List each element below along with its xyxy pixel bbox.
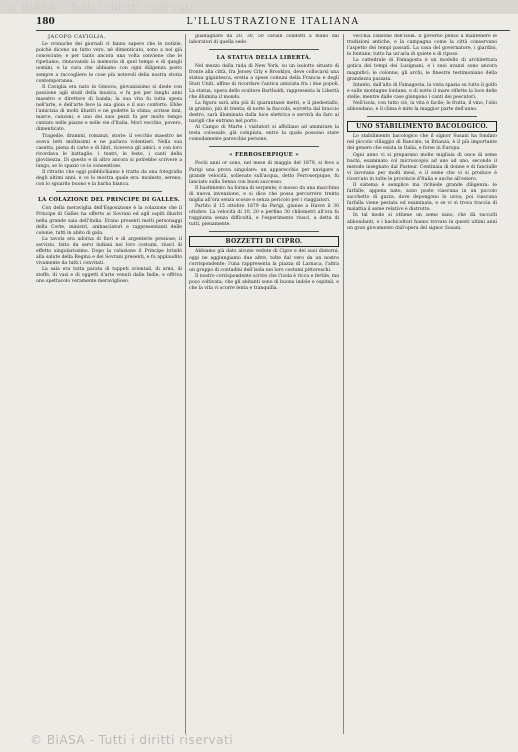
paragraph: Nel mezzo della rada di New York, su un isolotto situato di fronte alla città, fra Jersey City e Brooklyn, deve collocarsi una statua gigantesca, eretta a spese comuni della Francia e degli Stati Uniti, affine di ricordare l'antica amicizia fra i due popoli. La statua, opera dello scultore Bartholdi, rappresenta la Libertà che illumina il mondo. xyxy=(189,64,339,100)
column-1 xyxy=(36,34,182,734)
paragraph: In tal modo si ottiene un seme sano, che dà raccolti abbondanti, e i bachicoltori hanno trovato in questi ultimi anni un gran giovamento dall'opera del signor Susani. xyxy=(347,213,497,231)
article-author: JACOPO CAVIGLIA. xyxy=(48,34,106,40)
paragraph: Partito il 15 ottobre 1879 da Parigi, giunse a Havre il 30 ottobre. La velocità di 10, 20 e perfino 30 chilometri all'ora fu raggiunta senza difficoltà, e l'esperimento riuscì, a detta di tutti, pienamente. xyxy=(189,204,339,228)
page-number: 180 xyxy=(36,17,55,27)
paragraph: La sala era tutta parata di tappeti orientali, di armi, di stoffe, di vasi e di oggetti d'arte venuti dalle Indie, e offriva uno spettacolo veramente meraviglioso. xyxy=(36,267,182,285)
paragraph: Pochi anni or sono, nel mese di maggio del 1879, si fece a Parigi una prova singolare: un apparecchio per navigare a grande velocità, sollevato sull'acqua, detto Ferroserpique, fu lanciato sulla Senna con buon successo. xyxy=(189,161,339,185)
column-rule-1 xyxy=(185,34,186,734)
paragraph: Al Campo di Marte i visitatori si affollano ad ammirare la testa colossale, già compiuta, entro la quale possono stare comodamente parecchie persone. xyxy=(189,125,339,143)
paragraph: Il bastimento ha forma di serpente; è mosso da una macchina di nuova invenzione, e si dice che possa percorrere trenta miglia all'ora senza scosse e senza pericolo per i viaggiatori. xyxy=(189,185,339,203)
paragraph: Intanto, dall'alto di Famagosta, la vista spazia su tutto il golfo e sulle montagne lontane, e di notte il mare riflette la luce delle stelle, mentre dalle case giungono i canti dei pescatori. xyxy=(347,82,497,100)
paragraph: La figura sarà alta più di quarantasei metri, e il piedestallo, in granito, più di trenta; di notte la fiaccola, sorretta dal braccio destro, sarà illuminata dalla luce elettrica e servirà da faro ai navigli che entrano nel porto. xyxy=(189,100,339,125)
watermark-bottom: © BiASA - Tutti i diritti riservati xyxy=(30,733,234,747)
column-3 xyxy=(347,34,497,734)
paragraph: Tragedie, drammi, romanzi, storie: il vecchio maestro ne aveva letti moltissimi e ne parlava volentieri. Nella sua casetta, piena di carte e di libri, riceveva gli amici, e con loro ricordava le battaglie, i teatri, le feste, i canti della giovinezza. Di questo e di altro ancora si potrebbe scrivere a lungo, se lo spazio ce lo consentisse. xyxy=(36,133,182,169)
article-heading: LA STATUA DELLA LIBERTÀ. xyxy=(216,55,312,62)
column-2 xyxy=(189,34,339,734)
paragraph: Nell'isola, con tutto ciò, la vita è facile; le frutta, il vino, l'olio abbondano, e il clima è mite la maggior parte dell'anno. xyxy=(347,101,497,113)
paragraph: Le cronache dei giornali ci fanno sapere che le notizie, poichè dicono un fatto vero, nè dimenticato, sono a noi già conosciute; e per tanto ancora una volta conviene che le ripetiamo, rinnovando la memoria di quel tempo e di quegli uomini, e la cura che abbiamo con ogni diligenza posto sempre a raccogliere le cose più notevoli della nostra storia contemporanea. xyxy=(36,42,182,84)
section-divider xyxy=(56,191,162,192)
watermark-top: © BiASA - Tutti i diritti riservati xyxy=(6,1,194,14)
paragraph: La cattedrale di Famagosta è un modello di architettura gotica dei tempi dei Lusignani, e i suoi avanzi sono ancora magnifici; le colonne, gli archi, le finestre testimoniano della grandezza passata. xyxy=(347,58,497,82)
paragraph: Il Caviglia era nato in Genova; giovanissimo si diede con passione agli studi della musica, e fu poi per lunghi anni maestro e direttore di banda; la sua vita fu tutta spesa nell'arte, e dell'arte fece la sua gioia e il suo conforto. Ebbe l'amicizia di molti illustri e ne godette la stima; scrisse inni, marce, canzoni, e uno dei suoi pezzi fu per molto tempo cantato nelle piazze e nelle vie d'Italia. Morì vecchio, povero, dimenticato. xyxy=(36,84,182,133)
paragraph: Il ritratto che oggi pubblichiamo è tratto da una fotografia degli ultimi anni, e ce lo mostra quale era: modesto, sereno, con lo sguardo buono e la barba bianca. xyxy=(36,170,182,188)
paragraph: Abbiamo già dato alcune vedute di Cipro e dei suoi dintorni; oggi ne aggiungiamo due altre, tolte dal vero da un nostro corrispondente: l'una rappresenta la piazza di Larnaca, l'altra un gruppo di contadini dell'isola nei loro costumi pittoreschi. xyxy=(189,249,339,273)
section-divider xyxy=(209,146,319,147)
paragraph: La tavola era adorna di fiori e di argenterie preziose; il servizio, fatto da servi indiani nei loro costumi, riuscì di effetto singolarissimo. Dopo la colazione il Principe brindò alla salute della Regina e dei Sovrani presenti, e fu applaudito vivamente da tutti i convitati. xyxy=(36,236,182,267)
article-heading: « FERROSERPIQUE » xyxy=(229,152,299,159)
masthead: L'ILLUSTRAZIONE ITALIANA xyxy=(186,17,360,27)
article-heading: LA COLAZIONE DEL PRINCIPE DI GALLES. xyxy=(37,197,181,204)
paragraph: guadagnare da 20, 30, 50 cavalli condotti a mano dai laboratori di quella sede. xyxy=(189,34,339,46)
section-divider xyxy=(367,116,477,117)
section-divider xyxy=(209,49,319,50)
page-header xyxy=(36,16,510,31)
paragraph: Ogni anno vi si preparano molte migliaia di once di seme bachi, esaminato col microscopio ad uno ad uno, secondo il metodo insegnato dal Pasteur. Centinaia di donne e di fanciulle vi lavorano per molti mesi, e il seme che vi si produce è ricercato in tutte le provincie d'Italia e anche all'estero. xyxy=(347,152,497,182)
section-divider xyxy=(209,231,319,232)
paragraph: Il sistema è semplice ma richiede grande diligenza: le farfalle, appena nate, sono poste ciascuna in un piccolo sacchetto di garza, dove depongono le uova; poi ciascuna farfalla viene pestata ed esaminata, e se vi si trova traccia di malattia il seme relativo è distrutto. xyxy=(347,182,497,213)
paragraph: vecchia canzone dell'isola. Il governo pensò a mantenere le tradizioni antiche, e la campagna come la città conservano l'aspetto dei tempi passati. La casa del governatore, i giardini, le fontane, tutto ha un'aria di quiete e di riposo. xyxy=(347,34,497,58)
article-heading: UNO STABILIMENTO BACOLOGICO. xyxy=(347,121,497,132)
paragraph: Con della meraviglia dell'Esposizione è la colazione che il Principe di Galles ha offerto ai Sovrani ed agli ospiti illustri nella grande sala dell'India. Erano presenti molti personaggi della Corte, ministri, ambasciatori e rappresentanti delle colonie, tutti in abito di gala. xyxy=(36,206,182,236)
article-heading: BOZZETTI DI CIPRO. xyxy=(189,236,339,247)
column-rule-2 xyxy=(343,34,344,734)
paragraph: Il nostro corrispondente scrive che l'isola è ricca e fertile, ma poco coltivata; che gli abitanti sono di buona indole e ospitali, e che la vita vi scorre lenta e tranquilla. xyxy=(189,273,339,291)
paragraph: Lo stabilimento bacologico che il signor Susani ha fondato nel piccolo villaggio di Rancate, in Brianza, è il più importante del genere che esista in Italia, e forse in Europa. xyxy=(347,134,497,152)
